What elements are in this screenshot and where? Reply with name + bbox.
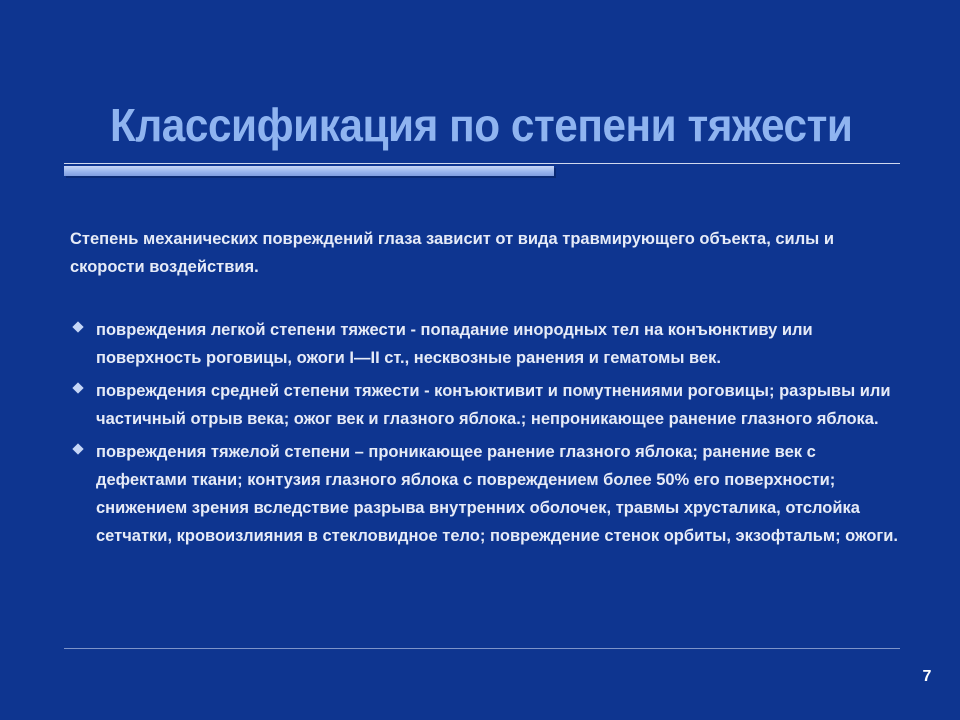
page-number: 7 bbox=[922, 668, 932, 685]
intro-paragraph: Степень механических повреждений глаза зависит от вида травмирующего объекта, силы и скорости воздействия. bbox=[70, 230, 834, 276]
slide-title: Классификация по степени тяжести bbox=[110, 99, 853, 151]
diamond-bullet-icon bbox=[72, 382, 83, 393]
list-item bbox=[70, 438, 910, 550]
bullet-list bbox=[70, 316, 910, 555]
list-item-text: повреждения легкой степени тяжести - попадание инородных тел на конъюнктиву или поверхность роговицы, ожоги I—II ст., несквозные ранения и гематомы век. bbox=[96, 321, 813, 367]
title-accent-bar bbox=[64, 166, 554, 176]
footer-divider bbox=[64, 648, 900, 649]
title-underline bbox=[64, 163, 900, 164]
diamond-bullet-icon bbox=[72, 321, 83, 332]
diamond-bullet-icon bbox=[72, 443, 83, 454]
list-item bbox=[70, 377, 910, 433]
list-item-text: повреждения средней степени тяжести - конъюктивит и помутнениями роговицы; разрывы или частичный отрыв века; ожог век и глазного яблока.; непроникающее ранение глазного яблока. bbox=[96, 382, 891, 428]
list-item bbox=[70, 316, 910, 372]
list-item-text: повреждения тяжелой степени – проникающее ранение глазного яблока; ранение век с дефектами ткани; контузия глазного яблока с повреждением более 50% его поверхности; снижением зрения вследствие разрыва внутренних оболочек, травмы хрусталика, отслойка сетчатки, кровоизлияния в стекловидное тело; повреждение стенок орбиты, экзофтальм; ожоги. bbox=[96, 443, 899, 545]
